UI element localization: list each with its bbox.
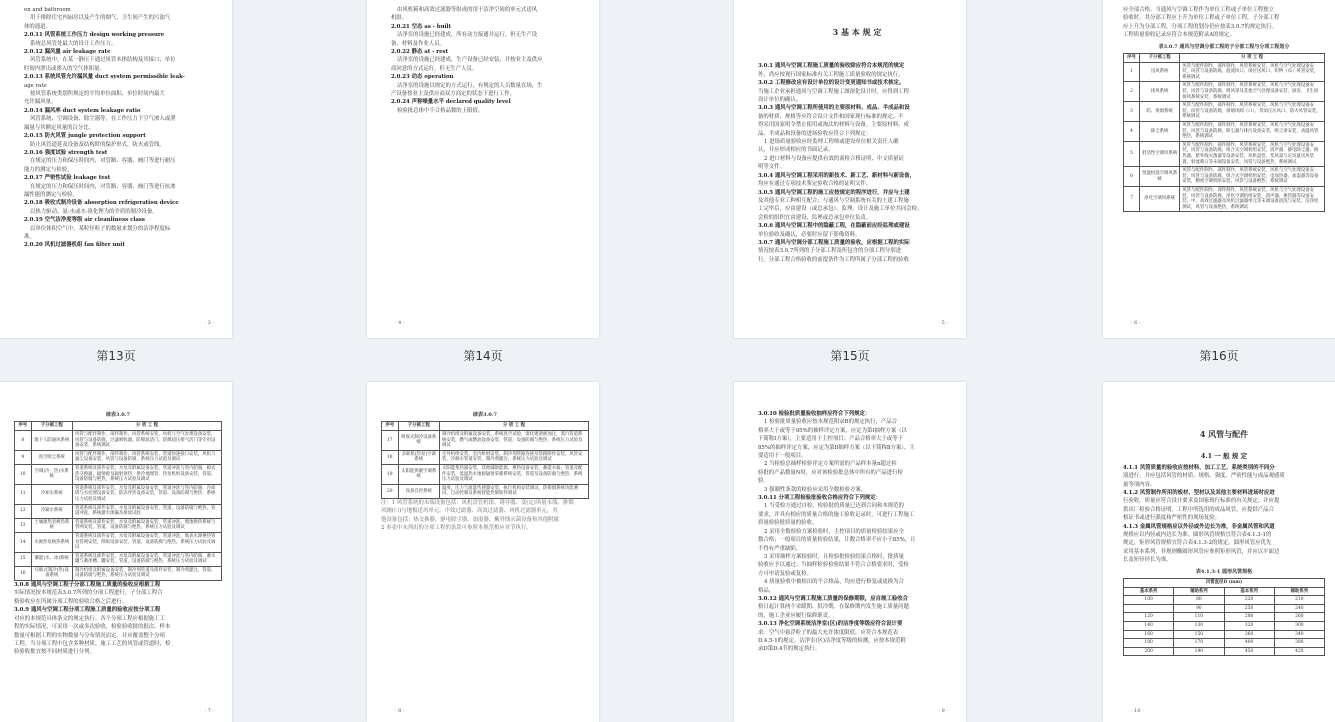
table-row — [15, 518, 222, 532]
table-cell: 11 — [15, 484, 32, 504]
table-cell: 水源热泵换热系统 — [31, 532, 72, 552]
text-line: 洁净室的设施以规定的方式运行，有规定的人员数量在场，生 — [397, 82, 543, 89]
page-thumbnail-18[interactable] — [367, 382, 599, 722]
text-line: 不得有严重缺陷。 — [758, 545, 802, 552]
table-cell: 3 — [1124, 102, 1140, 122]
table-cell: 土壤源热泵换热系统 — [31, 518, 72, 532]
table-cell: 太阳能供暖空调系统 — [398, 464, 439, 484]
table-cell: 风管与配件制作，部件制作，风管系统安装，管道快速接口安装，风机与滤尘设备安装，风管与设备防腐，系统压力试验及调试 — [72, 450, 221, 464]
table-cell: 除尘系统 — [1140, 121, 1180, 141]
table-cell: 风管与配件制作，部件制作，风管系统安装，风机与空气处理设备安装，风管与设备防腐，净化空调机组安装，消声器、换热器等设备安装，中、高效过滤器及风机过滤器单元等末端设备清洗与安装，洁净度测试，风管与设备绝热，系统调试 — [1180, 186, 1325, 211]
table-row — [1124, 622, 1325, 631]
table-cell: 管道系统及部件安装，水泵及附属设备安装，管道冲洗与管内防腐，板式热交换器，辐射板及辐射供热、供冷地埋管，热泵机组设备安装，管道、设备防腐与绝热，系统压力试验及调试 — [72, 464, 221, 484]
table-row — [1124, 639, 1325, 648]
text-line: 规格应以内径或内边长为准。圆形风管规格宜符合表4.1.3-1的 — [1123, 532, 1272, 539]
text-line: 数量可根据工程的实物数量与分布情况而定，并应覆盖整个分项 — [14, 632, 165, 639]
text-line: 3.0.7 通风与空调分部工程施工质量的验收，应根据工程的实际 — [758, 239, 910, 246]
text-line: 得采用国家明令禁止使用或淘汰的材料与设备。主要原材料、成 — [758, 122, 909, 129]
text-line: 风阀(口)与地板送风单元、中效过滤器、高效过滤器、风机过滤器单元，其 — [381, 508, 558, 515]
table-row — [382, 431, 589, 451]
page-thumbnail-19[interactable] — [734, 382, 966, 722]
table-header-cell: 辅助系列 — [1274, 587, 1324, 596]
table-cell: 排风系统 — [1140, 82, 1180, 102]
text-line: 产设备按业主及供应商双方商定的状态下进行工作。 — [391, 91, 515, 98]
chapter-title: 3 基 本 规 定 — [832, 27, 882, 37]
text-line: 2.0.12 漏风量 air leakage rate — [24, 49, 111, 56]
text-line: 验。 — [758, 478, 769, 485]
page-text — [1103, 0, 1335, 212]
table-cell: 舒适性空调风系统 — [1140, 141, 1180, 166]
data-table — [1123, 53, 1325, 212]
text-line: 2.0.20 风机过滤器机组 fan filter unit — [24, 242, 125, 249]
text-line: 2.0.18 吸收式制冷设备 absorption refrigeration device — [24, 200, 179, 207]
text-line: 2.0.13 系统风管允许漏风量 duct system permissible leak- — [24, 74, 185, 81]
text-line: 备、材料及作业人员。 — [391, 40, 445, 47]
text-line: age rate — [24, 82, 47, 89]
text-line: 情况按表3.0.7所列的子分部工程及所包含的分项工程分别进 — [758, 248, 902, 255]
table-cell: 制冷机组及附属设备安装，制冷剂管道及部件安装，制冷剂灌注，管道、设备防腐与绝热，系统压力试验及调试 — [72, 566, 221, 580]
text-line: 机组。 — [391, 15, 408, 22]
table-row — [382, 464, 589, 484]
text-line: 规定，矩形风管规格宜符合表4.1.3-2的规定。圆形风管应优先 — [1123, 540, 1272, 547]
text-line: 对应的本规范具体条文的规定执行。各个分项工程应根据施工工 — [14, 615, 165, 622]
table-cell: 260 — [1274, 613, 1324, 622]
text-line: 量等项内容。 — [1123, 481, 1156, 488]
table-cell: 12 — [15, 504, 32, 518]
text-line: 4.1.3 金属风管规格应以外径或外边长为准，非金属风管和风道 — [1123, 523, 1275, 530]
text-line: 质量检验批质量的验收。 — [758, 520, 818, 527]
text-line: 风管系统中，在某一静压下通过风管本体结构及其接口，单位 — [30, 57, 176, 64]
chapter-title: 4 风管与配件 — [1199, 429, 1249, 439]
text-line: 长及短径径长为准。 — [1123, 557, 1172, 564]
table-cell: 压缩式制冷(热)设备系统 — [31, 566, 72, 580]
text-line: 在规定的压力和保压时间内，对管路、容器、阀门等进行抗渗 — [30, 183, 176, 190]
text-line: 应全部合格。当通风与空调工程作为单位工程或子单位工程独立 — [1123, 7, 1274, 13]
page-text — [367, 0, 599, 115]
page-number: · 9 · — [938, 708, 948, 714]
table-cell: 420 — [1274, 647, 1324, 656]
table-cell: 风管与配件制作，部件制作，风管系统安装，风机与空气处理设备安装，风管与设备防腐，排烟风阀（口）、常闭正压风口、防火风管安装，系统调试 — [1180, 102, 1325, 122]
table-caption: 表3.0.7 通风与空调分部工程的子分部工程与分项工程划分 — [1158, 43, 1290, 50]
text-line: 体的通道。 — [24, 23, 51, 30]
text-line: 的，施工企业应履行保修职责。 — [758, 612, 834, 619]
data-table — [14, 421, 222, 581]
table-cell: 6 — [1124, 167, 1140, 187]
text-line: 行。分部工程合格验收的前提条件为工程所属子分部工程的验收 — [758, 256, 909, 263]
table-cell: 360 — [1224, 630, 1274, 639]
table-row — [15, 532, 222, 552]
text-line: 当施工企业承担通风与空调工程施工图深化设计时，应得到工程 — [758, 88, 909, 95]
table-cell: 110 — [1174, 613, 1224, 622]
table-cell: 10 — [15, 464, 32, 484]
table-header-cell: 子分部工程 — [31, 422, 72, 431]
text-line: 格证书或进行强度和严密性的现场复验。 — [1123, 515, 1221, 522]
table-row — [1124, 596, 1325, 605]
text-line: 2.0.23 动态 operation — [391, 74, 454, 81]
table-cell: 210 — [1274, 596, 1324, 605]
text-line: 3.0.11 分项工程检验批验收合格应符合下列规定： — [758, 495, 882, 502]
text-line: 求。空气中悬浮粒子的最大允许浓度限值，应符合本规范表 — [758, 629, 899, 636]
table-header-row — [382, 422, 589, 431]
table-cell: 风管与配件制作，部件制作，风管系统安装，风机与空气处理设备安装，风管与设备防腐，组合式空调机组安装，电加热器、加湿器等设备安装，精密空调机组安装，风管与设备绝热，系统调试 — [1180, 167, 1325, 187]
text-line: 2.0.24 声称噪量水平 declared quality level — [391, 99, 511, 106]
table-cell: 风管与配件制作，部件制作，风管系统安装，风机与空气处理设备安装，风管与设备防腐，过滤吸收器、防爆波活门、防爆超压排气活门等专用设备安装，系统调试 — [72, 431, 221, 451]
table-row — [15, 484, 222, 504]
table-cell: 设备自控系统 — [398, 484, 439, 498]
table-cell: 200 — [1124, 647, 1174, 656]
text-line: 时间内泄出或渗入的空气体积量。 — [24, 65, 105, 72]
table-cell: 吸收式制冷设备系统 — [398, 431, 439, 451]
text-line: 准。 — [24, 233, 35, 240]
text-line: 3.0.13 净化空调系统洁净室(区)的洁净度等级应符合设计要 — [758, 621, 903, 628]
table-cell: 15 — [15, 552, 32, 566]
text-line: 3 强制性条款的检验应采用全数检验方案。 — [764, 486, 867, 493]
table-caption: 续表3.0.7 — [106, 412, 130, 418]
text-line: 格日起计算两个采暖期、供冷期。在保修期内发生施工质量问题 — [758, 604, 909, 611]
section-title: 4.1 一 般 规 定 — [1200, 452, 1248, 461]
text-line: 工程。当分项工程中包含多种材质、施工工艺的风管或管道时，检 — [14, 640, 171, 647]
text-line: 能力的测定与检验。 — [24, 166, 73, 173]
text-line: 2.0.15 防火风管 jungle protection support — [24, 133, 146, 140]
table-header-row — [1124, 587, 1325, 596]
table-header-cell: 辅助系列 — [1174, 587, 1224, 596]
text-line: 按风管系统类别所规定的平均单位面积、单位时间内最大 — [30, 91, 165, 98]
text-line: 用于排除住宅内厨房以及产生的烟气、卫生间产生的污浊气 — [30, 15, 171, 22]
text-line: 下简称Ⅰ方案），主要适用于主控项目；产品合格率大于或等于 — [758, 436, 903, 443]
table-cell: 18 — [382, 450, 399, 464]
table-cell: 20 — [382, 484, 399, 498]
text-line: 3.0.6 通风与空调工程中的隐蔽工程，在隐蔽前应经监理或建设 — [758, 223, 910, 230]
table-cell: 80 — [1174, 596, 1224, 605]
page-number: · 6 · — [1131, 320, 1141, 326]
text-line: 备的材质、规格等应符合设计文件和国家现行标准的规定，不 — [758, 113, 904, 120]
table-row — [382, 484, 589, 498]
table-row — [15, 566, 222, 580]
text-line: 2.0.17 严密性试验 leakage test — [24, 175, 111, 182]
table-cell: 130 — [1174, 622, 1224, 631]
page-text — [734, 382, 966, 654]
table-row — [15, 504, 222, 518]
page-thumbnail-14[interactable] — [367, 0, 599, 338]
text-line: 2 当检验总抽样检验评定方案所需的产品样本量n超过检 — [764, 461, 897, 468]
text-line: 格率大于或等于95%的抽样评定方案，应定为第Ⅰ抽样方案（以 — [758, 427, 907, 434]
text-line: 洁净室的设施已经建成，生产设备已经安装，并按业主及供应 — [397, 57, 543, 64]
text-line: 品、半成品和设备的进场验收应符合下列规定： — [758, 130, 872, 137]
table-header-cell: 序号 — [15, 422, 32, 431]
text-line: 2 本表中未列出的分项工程的条款可参照本规范相应章节执行。 — [381, 525, 532, 532]
text-line: 防止风管道延及设备及结构时的保护形式，防火或管线。 — [30, 141, 165, 148]
page-thumbnail-16[interactable] — [1103, 0, 1335, 338]
table-cell: 170 — [1174, 639, 1224, 648]
table-cell: 冷凝水系统 — [31, 504, 72, 518]
table-header-row — [15, 422, 222, 431]
table-row — [1124, 102, 1325, 122]
table-cell: 280 — [1224, 613, 1274, 622]
table-row — [1124, 630, 1325, 639]
text-line: 3.0.12 通风与空调工程施工质量的保修期限，应自竣工验收合 — [758, 595, 909, 602]
text-line: 别进行，并应包括风管的材质、规格、强度、严密性能与成品观感质 — [1123, 473, 1285, 480]
text-line: 1 检验批质量验收应按本规范附录B的规定执行，产品合 — [764, 419, 898, 426]
text-line: 2.0.14 漏风率 duct system leakage ratio — [24, 107, 141, 114]
table-cell: 恒温恒湿空调风系统 — [1140, 167, 1180, 187]
page-thumbnail-13[interactable] — [0, 0, 232, 338]
text-line: 系统总风管处最大的设计工作压力。 — [30, 40, 117, 47]
page-thumbnail-20[interactable] — [1103, 382, 1335, 722]
text-line: 及其他专业工种相互配合；与通风与空调系统有关的土建工程施 — [758, 197, 909, 204]
page-text — [734, 0, 966, 264]
table-cell: 19 — [382, 464, 399, 484]
table-cell: 蓄能(水、冰)系统 — [31, 552, 72, 566]
page-text — [0, 0, 232, 250]
text-line: 格验收应在所属分项工程的验收合格之后进行。 — [14, 598, 128, 605]
table-cell: 450 — [1224, 647, 1274, 656]
text-line: 单位验收及确认，必要时应留下影像资料。 — [758, 231, 861, 238]
table-cell: 管道系统及部件安装，水泵及附属设备安装，管道、设备防腐与绝热，管道冲洗，系统灌水渗漏及排放试验 — [72, 504, 221, 518]
text-line: 85%的抽样评定方案，应定为第Ⅱ抽样方案（以下简称Ⅱ方案），主 — [758, 444, 915, 451]
table-cell: 320 — [1224, 622, 1274, 631]
text-line: 会检的组织宜由建设、监理或总承包单位负责。 — [758, 214, 872, 221]
table-cell: 管道系统及部件安装，水泵及附属设备安装，管道冲洗，地表水源换热管及管网安装，除垢设备安装，管道、设备防腐与绝热，系统压力试验及调试 — [72, 532, 221, 552]
text-line: 3.0.2 工程修改应有设计单位的设计变更通知书或技术核定。 — [758, 80, 905, 87]
table-header-cell: 基本系列 — [1224, 587, 1274, 596]
text-line: 要求，并具有相应的质量合格的施工验收记录时，可进行工程施工 — [758, 511, 915, 518]
table-cell: 150 — [1174, 630, 1224, 639]
table-cell: 管道系统及部件安装，水泵及附属设备安装，管道冲洗与管内防腐，蓄水罐与蓄冰槽、罐安装，管道、设备防腐与绝热，系统压力试验及调试 — [72, 552, 221, 566]
text-line: 认，并应形成相应的书面记录。 — [758, 147, 834, 154]
table-row — [1124, 186, 1325, 211]
text-line: 验验收批宜按不同材质进行分列。 — [14, 649, 95, 656]
table-cell: 多联机(热泵)空调系统 — [398, 450, 439, 464]
text-line: 要适用于一般项目。 — [758, 453, 807, 460]
text-line: 数合格；一般项目的质量检验结果，计数合格率不应小于85%，且 — [758, 537, 916, 544]
table-cell: 300 — [1274, 622, 1324, 631]
text-line: 检验批总体中不合格品数的上限值。 — [397, 107, 484, 114]
page-label-13[interactable]: 第13页 — [96, 349, 136, 363]
text-line: 应上升为分部工程，分项工程的划分仍应按表3.0.7的规定执行。 — [1123, 23, 1277, 30]
text-line: 2.0.21 空态 as - built — [391, 23, 452, 30]
text-line: 3.0.10 检验批质量验收抽样应符合下列规定： — [758, 411, 871, 417]
table-cell: 1 — [1124, 62, 1140, 82]
table-cell: 风管与配件制作，部件制作，风管系统安装，风机与空气处理设备安装，风管与设备防腐，组合式空调机组安装，消声器、静电除尘器、换热器、紫外线灭菌器等设备安装，风机盘管、变风量与定风量送风装置、射流喷口等末端设备安装，风管与设备绝热，系统调试 — [1180, 141, 1325, 166]
table-cell: 400 — [1224, 639, 1274, 648]
table-caption: 表4.1.3-1 圆形风管规格 — [1195, 568, 1253, 575]
text-line: 2 采用全数检验方案检验时，主控项目的质量检验结果应全 — [764, 528, 904, 535]
table-cell: 管道系统及部件安装，水泵及附属设备安装，管道冲洗与管内防腐，冷却塔与水处理设备安装，防冻伴热设备安装，管道、设备防腐与绝热，系统压力试验及调试 — [72, 484, 221, 504]
table-cell: 13 — [15, 518, 32, 532]
text-line: 3.0.1 通风与空调工程施工质量的验收除应符合本规范的规定 — [758, 63, 905, 70]
text-line: 验收时，其分部工程应上升为单位工程或子单位工程，子分部工程 — [1123, 15, 1280, 22]
text-line: 2.0.19 空气洁净度等级 air cleanliness class — [24, 217, 145, 224]
table-cell: 90 — [1174, 604, 1224, 613]
table-header-cell: 序号 — [382, 422, 399, 431]
text-line: 3.0.3 通风与空调工程所使用的主要原材料、成品、半成品和设 — [758, 105, 910, 112]
table-cell — [1124, 604, 1174, 613]
table-header-row — [1124, 54, 1325, 63]
text-line: 漏量与其额定风量的百分比。 — [24, 124, 95, 131]
text-line: 允许漏风量。 — [24, 99, 57, 106]
table-cell: 380 — [1274, 639, 1324, 648]
table-cell: 140 — [1124, 622, 1174, 631]
text-line: 4.1.2 风管制作所用的板材、型材以及其他主要材料进场时应进 — [1123, 490, 1275, 497]
table-row — [1124, 613, 1325, 622]
text-line: 3.0.8 通风与空调工程子分部工程施工质量的验收应根据工程 — [14, 582, 161, 589]
table-row — [15, 450, 222, 464]
text-line: 工完毕后，应由建设（或总承包）、监理、设计及施工单位共同会检。 — [758, 206, 923, 213]
text-line: 均应有通过专项技术鉴定验收合格的证明文件。 — [758, 181, 872, 188]
table-cell: 送风系统 — [1140, 62, 1180, 82]
data-table — [1123, 578, 1325, 656]
page-number: · 4 · — [395, 320, 405, 326]
text-line: 格品。 — [758, 587, 775, 594]
table-cell: 2 — [1124, 82, 1140, 102]
text-line: 供出厂检验合格证明。工程中所选用的成品风管，应提供产品合 — [1123, 506, 1274, 513]
text-line: 1 当受检方通过自检，检验批的质量已达到合同和本规范的 — [764, 503, 904, 510]
table-cell: 7 — [1124, 186, 1140, 211]
page-number: · 7 · — [204, 708, 214, 714]
page-thumbnail-15[interactable] — [734, 0, 966, 338]
table-cell: 14 — [15, 532, 32, 552]
text-line: 设计单位的确认。 — [758, 97, 802, 104]
page-text — [0, 382, 232, 657]
text-line: 注：1 风管系统的末端设备包括：风机盘管机组、诱导器、变(定)风量末端、排烟 — [381, 499, 574, 506]
table-cell: 16 — [15, 566, 32, 580]
text-line: 2.0.16 强度试验 strength test — [24, 149, 108, 156]
table-row — [382, 450, 589, 464]
table-cell: 风管与配件制作，部件制作，风管系统安装，风机与空气处理设备安装，风管与设备防腐，旋流风口、岗位送风口、织物（布）风管安装，系统调试 — [1180, 62, 1325, 82]
page-label-15[interactable]: 第15页 — [830, 349, 870, 363]
table-cell: 340 — [1274, 630, 1324, 639]
text-line: 3 采用抽样方案检验时，且检验批检验结果合格时，批质量 — [764, 553, 904, 560]
table-cell: 管道系统及部件安装，水泵及附属设备安装，管道冲洗，埋地换热系统与管网安装，管道、设备防腐与绝热，系统压力试验及调试 — [72, 518, 221, 532]
table-super-header: 风管直径D (mm) — [1124, 579, 1325, 588]
page-number: · 3 · — [204, 320, 214, 326]
table-row — [1124, 604, 1325, 613]
table-cell: 风管与配件制作，部件制作，风管系统安装，风机与空气处理设备安装，风管与设备防腐，吸风罩及其他空气处理设备安装，厨房、卫生间排风系统安装，系统调试 — [1180, 82, 1325, 102]
table-cell: 160 — [1124, 630, 1174, 639]
table-row — [1124, 82, 1325, 102]
table-cell: 室外机组安装，室内机组安装，制冷剂管路连接及管路附件安装，风管安装，冷凝水管道安装，制冷剂灌注，系统压力试验及调试 — [439, 450, 588, 464]
text-line: 他设备包括：热交换器、静电除尘器、加湿器、紫外线灭菌设备和其他附属 — [381, 516, 559, 523]
text-line: D.4.5-1的规定。洁净室(区)洁净度等级的检测，应按本规范附 — [758, 637, 906, 644]
table-cell: 制冷机组及附属设备安装，系统真空试验，溴化锂溶液加注，蒸汽管道系统安装，燃气或燃油设备安装，管道、设备防腐与绝热，系统压力试验及调试 — [439, 431, 588, 451]
page-text — [1103, 382, 1335, 656]
text-line: 3.0.9 通风与空调工程分项工程施工质量的验收应按分项工程 — [14, 607, 161, 614]
table-header-cell: 分 项 工 程 — [1180, 54, 1325, 63]
text-line: 1 进场质量验收应经监理工程师或建设单位相关责任人确 — [764, 139, 899, 146]
text-line: 以热力驱动、氨-水或水-溴化锂为的介质的制冷设备。 — [30, 208, 158, 215]
text-line: 商同意的方式运行，但无生产人员。 — [391, 65, 478, 72]
table-cell: 真空吸尘系统 — [31, 450, 72, 464]
table-cell: 空调(冷、热)水系统 — [31, 464, 72, 484]
table-cell: 4 — [1124, 121, 1140, 141]
table-caption: 续表3.0.7 — [473, 412, 497, 418]
table-cell: 240 — [1274, 604, 1324, 613]
text-line: 明等文件。 — [758, 164, 785, 171]
table-cell: 5 — [1124, 141, 1140, 166]
table-row — [15, 552, 222, 566]
text-line: 以单位体积空气中，某粒径粒子的数量来划分的洁净程度标 — [30, 225, 171, 232]
table-cell: 地下人防通风系统 — [31, 431, 72, 451]
table-cell: 9 — [15, 450, 32, 464]
text-line: 外，尚应按现行国家标准有关工程施工质量验收的规定执行。 — [758, 71, 904, 78]
table-row — [1124, 62, 1325, 82]
table-cell: 防、排烟系统 — [1140, 102, 1180, 122]
text-line: 漏性能的测定与检验。 — [24, 191, 78, 198]
page-label-14[interactable]: 第14页 — [463, 349, 503, 363]
table-row — [1124, 141, 1325, 166]
table-row — [1124, 647, 1325, 656]
text-line: 程的实际情况，可采用一次或多次验收，检验验收批的批次、样本 — [14, 624, 171, 631]
page-thumbnail-17[interactable] — [0, 382, 232, 722]
text-line: 4.1.1 风管质量的验收应按材料、加工工艺、系统类别的不同分 — [1123, 464, 1275, 471]
text-line: 录D第D.4节的规定执行。 — [758, 646, 821, 653]
table-cell: 冷却水系统 — [31, 484, 72, 504]
text-line: en and bathroom — [24, 7, 71, 13]
table-cell: 温度、压力与流量传感器安装，执行机构安装调试，防排烟系统功能测试，自动控制及系统智能控制软件调试 — [439, 484, 588, 498]
table-cell: 120 — [1124, 613, 1174, 622]
text-line: 验收应予以通过；当抽样检验检验结果不符合合格要求时，受检 — [758, 562, 909, 569]
text-line: 2.0.22 静态 at - rest — [391, 49, 449, 56]
table-header-cell: 分 项 工 程 — [439, 422, 588, 431]
page-label-16[interactable]: 第16页 — [1199, 349, 1239, 363]
text-line: 实际情况按本规范表3.0.7所列的分项工程进行。子分部工程合 — [14, 590, 163, 597]
text-line: 验批的产品数量N时，应对该检验批总体中所有的产品进行检 — [758, 469, 903, 476]
text-line: 由风机箱和高效过滤器等组成的用于洁净空间的单元式送风 — [397, 7, 538, 13]
table-row — [1124, 167, 1325, 187]
table-cell: 100 — [1124, 596, 1174, 605]
table-header-cell: 序号 — [1124, 54, 1140, 63]
table-header-cell: 子分部工程 — [398, 422, 439, 431]
data-table — [381, 421, 589, 499]
text-line: 3.0.4 通风与空调工程采用的新技术、新工艺、新材料与新设备， — [758, 172, 916, 179]
text-line: 2.0.11 风管系统工作压力 design working pressure — [24, 32, 165, 39]
table-row — [15, 431, 222, 451]
text-line: 3.0.5 通风与空调工程的施工应按规定的程序进行，并应与土建 — [758, 189, 910, 196]
page-number: · 5 · — [938, 320, 948, 326]
table-cell: 8 — [15, 431, 32, 451]
page-number: · 8 · — [395, 708, 405, 714]
table-cell: 250 — [1224, 604, 1274, 613]
table-cell: 190 — [1174, 647, 1224, 656]
table-header-cell: 分 项 工 程 — [72, 422, 221, 431]
table-header-cell: 子分部工程 — [1140, 54, 1180, 63]
table-cell: 180 — [1124, 639, 1174, 648]
table-cell: 220 — [1224, 596, 1274, 605]
table-row — [1124, 121, 1325, 141]
text-line: 在规定的压力和保压时间内，对管路、容器、阀门等进行耐压 — [30, 158, 176, 165]
table-row — [15, 464, 222, 484]
text-line: 方可申请复验或复检。 — [758, 570, 812, 577]
table-header-cell: 基本系列 — [1124, 587, 1174, 596]
table-cell: 净化空调风系统 — [1140, 186, 1180, 211]
text-line: 2 进口材料与设备应提供有效的商检合格证明、中文质量证 — [764, 155, 904, 162]
text-line: 行验收，质量应符合设计要求及国家现行标准的有关规定，并应提 — [1123, 498, 1280, 505]
page-number: · 10 · — [1131, 708, 1144, 714]
page-text — [367, 382, 599, 533]
text-line: 洁净室的设施已经建成，所有动力接通并运行，但无生产设 — [397, 32, 538, 39]
text-line: 4 质量验收中被检出的不合格品，均应进行修复或更换为合 — [764, 579, 904, 586]
table-cell: 风管与配件制作，部件制作，风管系统安装，风机与空气处理设备安装，风管与设备防腐，除尘器与排污设备安装，吸尘罩安装，高温风管绝热，系统调试 — [1180, 121, 1325, 141]
text-line: 风管系统、空调设备、除尘器等，在工作压力下空气渗入或泄 — [30, 116, 176, 123]
text-line: 工程质量验收记录应符合本规范附录A的规定。 — [1123, 32, 1235, 39]
table-cell: 17 — [382, 431, 399, 451]
text-line: 采用基本系列，非规则椭圆形风管应参照矩形风管，并应以平面边 — [1123, 548, 1280, 555]
table-cell: 太阳能集热器安装，其他辅助能源、换热设备安装，蓄能水箱、管道及配件安装，低温热水地板辐射采暖系统安装，管道及设备防腐与绝热，系统压力试验及调试 — [439, 464, 588, 484]
